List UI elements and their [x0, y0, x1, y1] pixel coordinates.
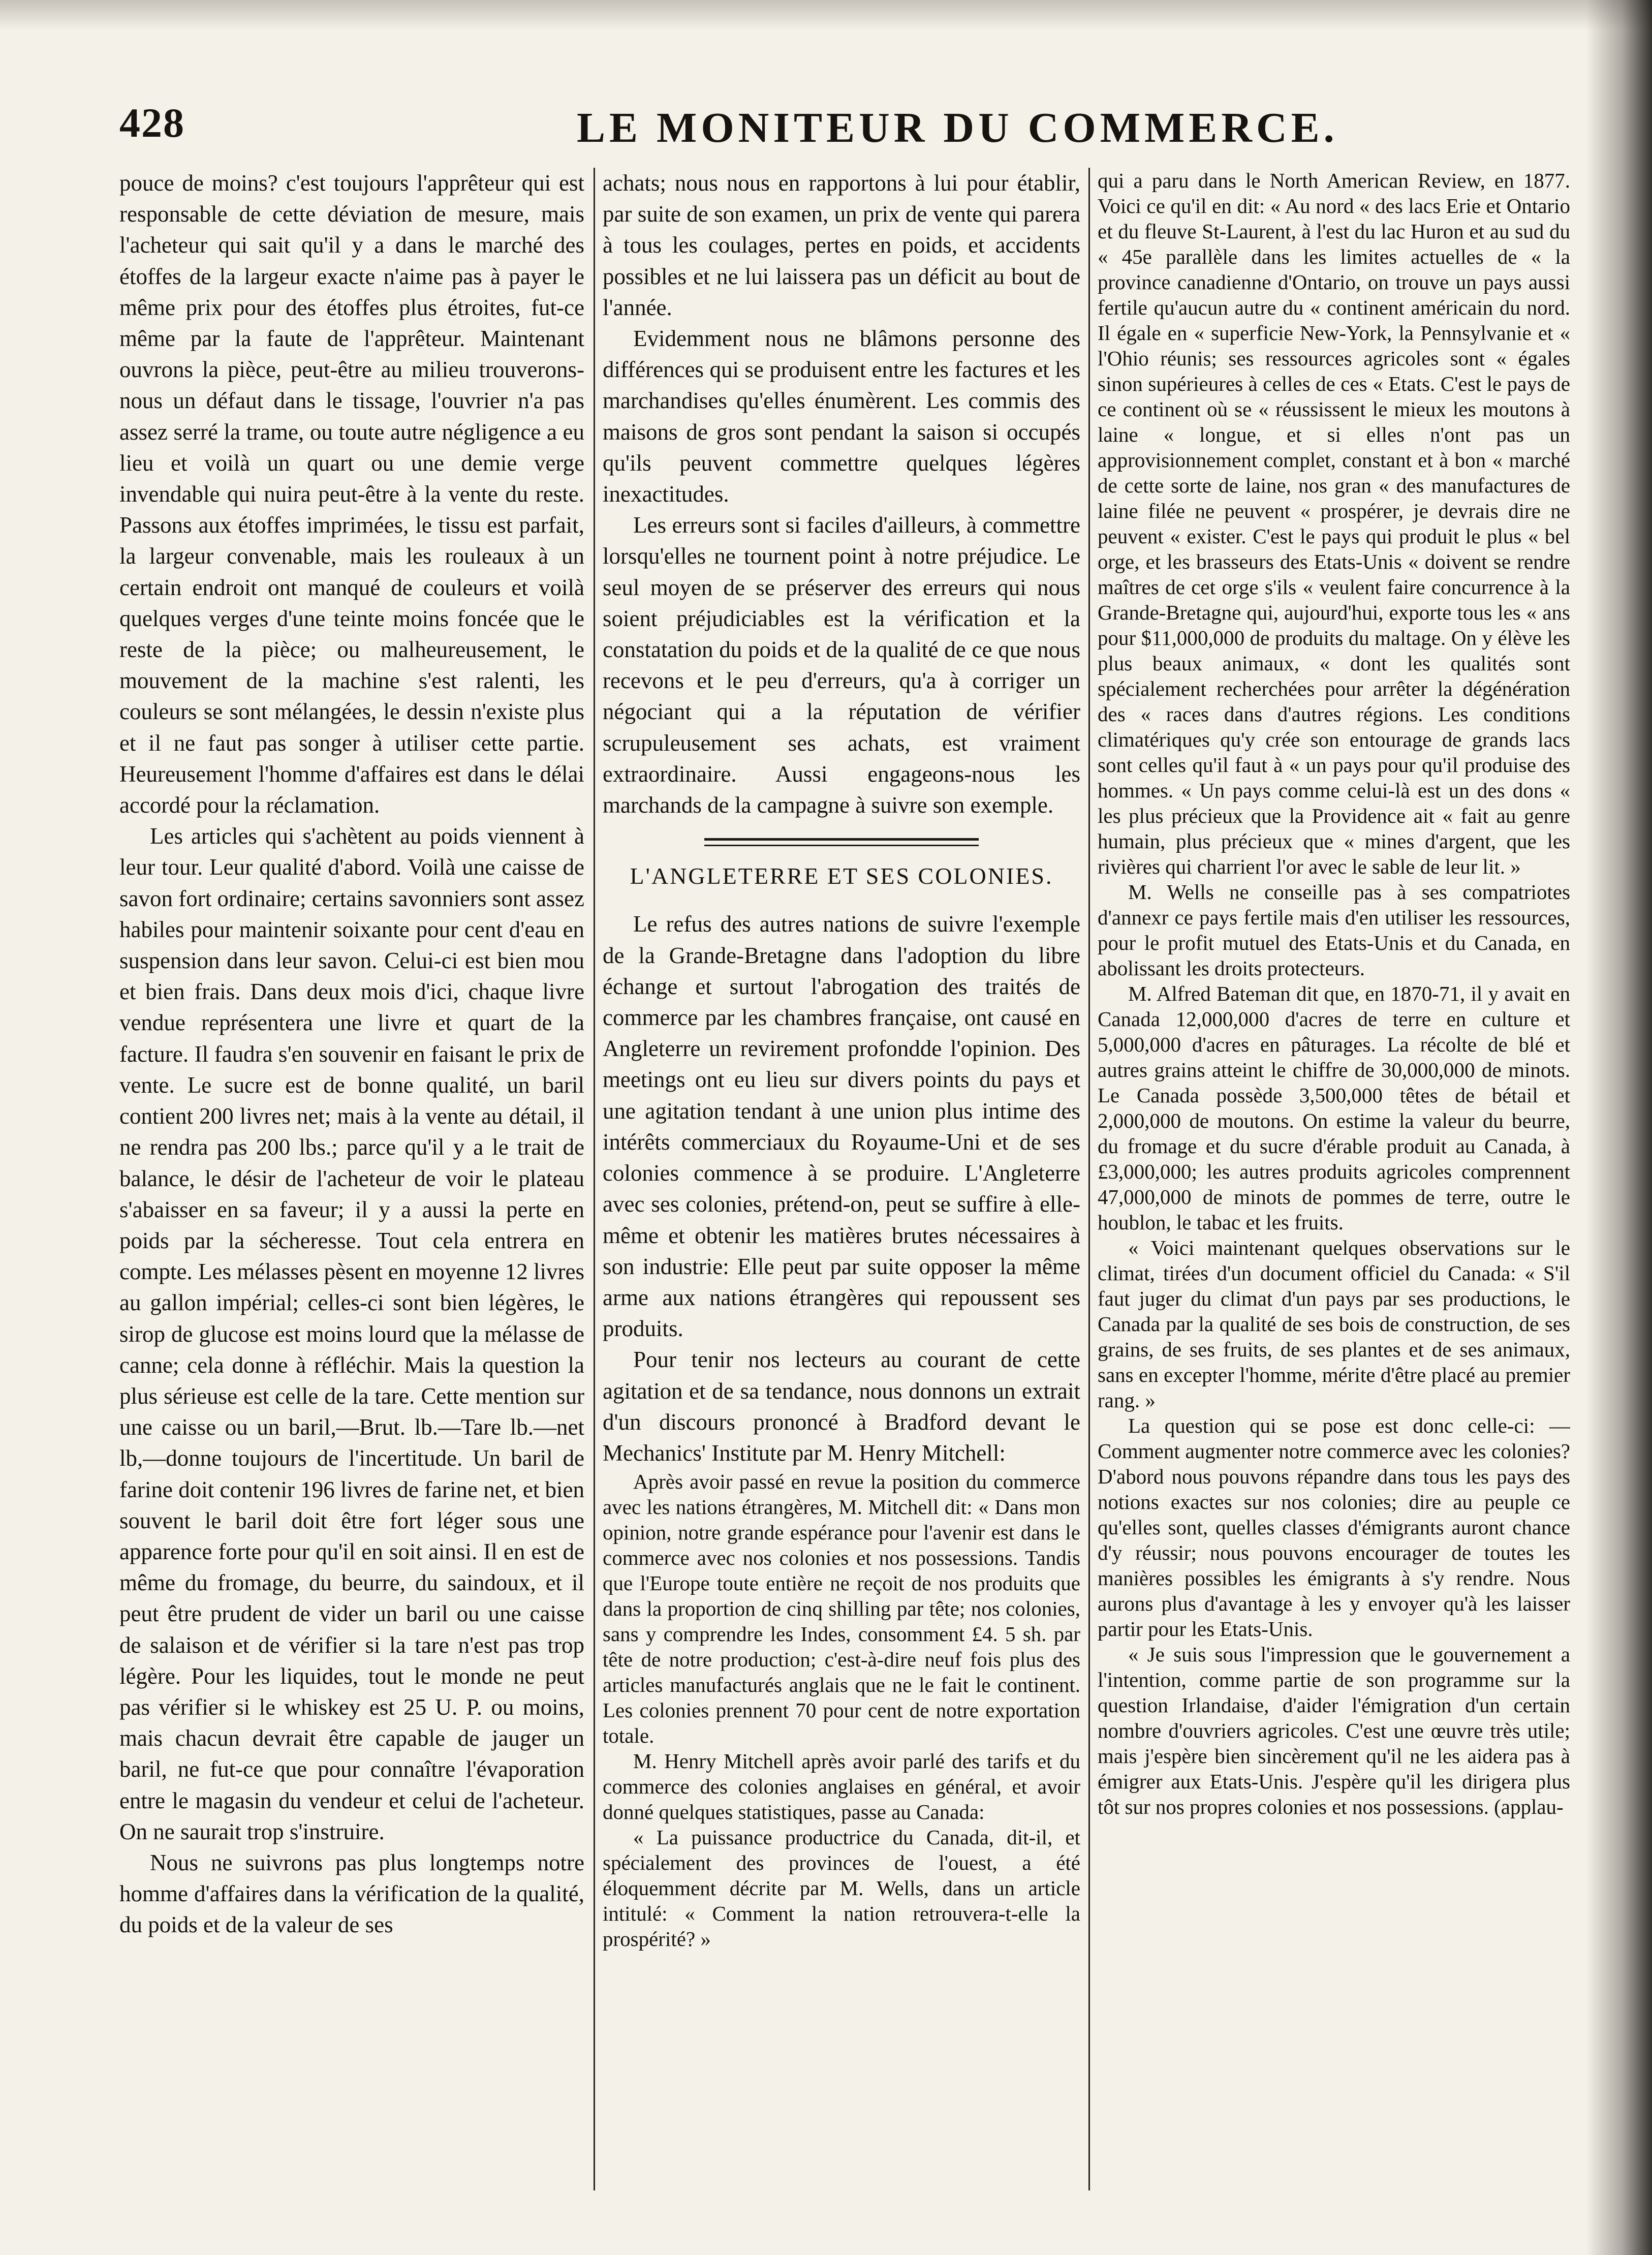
scan-shadow-top — [0, 0, 1652, 30]
paragraph: « Je suis sous l'impression que le gouvernement a l'intention, comme partie de son programme sur la question Irlandaise, d'aider l'émigration d'un certain nombre d'ouvriers agricoles. C'est une œuvre très utile; mais j'espère bien sincèrement qu'il ne les aidera pas à émigrer aux Etats-Unis. J'espère qu'il les dirigera plus tôt sur nos propres colonies et nos possessions. (applau- — [1098, 1643, 1570, 1818]
quoted-paragraph: M. Henry Mitchell après avoir parlé des tarifs et du commerce des colonies anglaises en général, et avoir donné quelques statistiques, passe au Canada: — [603, 1749, 1080, 1824]
paragraph: Pour tenir nos lecteurs au courant de cette agitation et de sa tendance, nous donnons un extrait d'un discours prononcé à Bradford devant le Mechanics' Institute par M. Henry Mitchell: — [603, 1347, 1080, 1466]
section-divider — [704, 838, 979, 846]
paragraph: M. Alfred Bateman dit que, en 1870-71, il y avait en Canada 12,000,000 d'acres de terre en culture et 5,000,000 d'acres en pâturages. La récolte de blé et autres grains atteint le chiffre de 30,000,000 de minots. Le Canada possède 3,500,000 têtes de bétail et 2,000,000 de moutons. On estime la valeur du beurre, du fromage et du sucre d'érable produit au Canada, à £3,000,000; les autres produits agricoles comprennent 47,000,000 de minots de pommes de terre, outre le houblon, le tabac et les fruits. — [1098, 982, 1570, 1234]
quoted-paragraph: « La puissance productrice du Canada, dit-il, et spécialement des provinces de l'ouest, a été éloquemment décrite par M. Wells, dans un article intitulé: « Comment la nation retrouvera-t-elle la prospérité? » — [603, 1826, 1080, 1951]
journal-title: LE MONITEUR DU COMMERCE. — [577, 104, 1338, 151]
page-number: 428 — [119, 100, 185, 146]
paragraph: M. Wells ne conseille pas à ses compatriotes d'annexr ce pays fertile mais d'en utiliser les ressources, pour le profit mutuel des Etats-Unis et du Canada, en abolissant les droits protecteurs. — [1098, 880, 1570, 980]
paragraph: achats; nous nous en rapportons à lui pour établir, par suite de son examen, un prix de vente qui parera à tous les coulages, pertes en poids, et accidents possibles et ne lui laissera pas un déficit au bout de l'année. — [603, 170, 1080, 320]
page-header — [119, 99, 1573, 165]
section-heading: L'ANGLETERRE ET SES COLONIES. — [630, 863, 1053, 889]
paragraph: « Voici maintenant quelques observations sur le climat, tirées d'un document officiel du Canada: « S'il faut juger du climat d'un pays par ses productions, le Canada par la qualité de ses bois de construction, de ses grains, de ses fruits, de ses plantes et de ses animaux, sans en excepter l'homme, mérite d'être placé au premier rang. » — [1098, 1236, 1570, 1412]
paragraph: Evidemment nous ne blâmons personne des différences qui se produisent entre les factures et les marchandises qu'elles énumèrent. Les commis des maisons de gros sont pendant la saison si occupés qu'ils peuvent commettre quelques légères inexactitudes. — [603, 326, 1080, 507]
paragraph: Le refus des autres nations de suivre l'exemple de la Grande-Bretagne dans l'adoption du libre échange et surtout l'abrogation des traités de commerce par les chambres française, ont causé en Angleterre un revirement profondde l'opinion. Des meetings ont eu lieu sur divers points du pays et une agitation tendant à une union plus intime des intérêts commerciaux du Royaume-Uni et de ses colonies commence à se produire. L'Angleterre avec ses colonies, prétend-on, peut se suffire à elle-même et obtenir les matières brutes nécessaires à son industrie: Elle peut par suite opposer la même arme aux nations étrangères qui repoussent ses produits. — [603, 911, 1080, 1342]
paragraph: Les erreurs sont si faciles d'ailleurs, à commettre lorsqu'elles ne tournent point à notre préjudice. Le seul moyen de se préserver des erreurs qui nous soient préjudiciables est la vérification et la constatation du poids et de la qualité de ce que nous recevons et le peu d'erreurs, qu'a à corriger un négociant qui a la réputation de vérifier scrupuleusement ses achats, est vraiment extraordinaire. Aussi engageons-nous les marchands de la campagne à suivre son exemple. — [603, 512, 1080, 818]
quoted-paragraph: qui a paru dans le North American Review, en 1877. Voici ce qu'il en dit: « Au nord « des lacs Erie et Ontario et du fleuve St-Laurent, à l'est du lac Huron et au sud du « 45e parallèle dans les limites actuelles de « la province canadienne d'Ontario, on trouve un pays aussi fertile qu'aucun autre du « continent américain du nord. Il égale en « superficie New-York, la Pennsylvanie et « l'Ohio réunis; ses ressources agricoles sont « égales sinon supérieures à celles de ces « Etats. C'est le pays de ce continent où se « réussissent le mieux les moutons à laine « longue, et si elles n'ont pas un approvisionnement complet, constant et à bon « marché de cette sorte de laine, nos gran « des manufactures de laine filée ne peuvent « prospérer, je devrais dire ne peuvent « exister. C'est le pays qui produit le plus « bel orge, et les brasseurs des Etats-Unis « doivent se rendre maîtres de cet orge s'ils « veulent faire concurrence à la Grande-Bretagne qui, aujourd'hui, exporte tous les « ans pour $11,000,000 de produits du maltage. On y élève les plus beaux animaux, « dont les qualités sont spécialement recherchées pour arrêter la dégénération des « races dans d'autres régions. Les conditions climatériques qu'y crée son entourage de grands lacs sont celles qu'il faut à « un pays pour qu'il produise des hommes. « Un pays comme celui-là est un des dons « les plus précieux que la Providence ait « fait au genre humain, plus précieux que « mines d'argent, que les rivières qui charrient l'or avec le sable de leur lit. » — [1098, 169, 1570, 878]
quoted-paragraph: Après avoir passé en revue la position du commerce avec les nations étrangères, M. Mitchell dit: « Dans mon opinion, notre grande espérance pour l'avenir est dans le commerce avec nos colonies et nos possessions. Tandis que l'Europe toute entière ne reçoit de nos produits que dans la proportion de cinq shilling par tête; nos colonies, sans y comprendre les Indes, consomment £4. 5 sh. par tête de notre production; c'est-à-dire neuf fois plus des articles manufacturés anglais que ne le fait le continent. Les colonies prennent 70 pour cent de notre exportation totale. — [603, 1470, 1080, 1748]
paragraph: pouce de moins? c'est toujours l'apprêteur qui est responsable de cette déviation de mesure, mais l'acheteur qui sait qu'il y a dans le marché des étoffes de la largeur exacte n'aime pas à payer le même prix pour des étoffes plus étroites, fut-ce même par la faute de l'apprêteur. Maintenant ouvrons la pièce, peut-être au milieu trouverons-nous un défaut dans le tissage, l'ouvrier n'a pas assez serré la trame, ou toute autre négligence a eu lieu et voilà un quart ou une demie verge invendable qui nuira peut-être à la vente du reste. Passons aux étoffes imprimées, le tissu est parfait, la largeur convenable, mais les rouleaux à un certain endroit ont manqué de couleurs et voilà quelques verges d'une teinte moins foncée que le reste de la pièce; ou malheureusement, le mouvement de la machine s'est ralenti, les couleurs se sont mélangées, le dessin n'existe plus et il ne faut pas songer à utiliser cette partie. Heureusement l'homme d'affaires est dans le délai accordé pour la réclamation. — [119, 170, 584, 818]
column-middle — [603, 168, 1080, 2190]
paragraph: Nous ne suivrons pas plus longtemps notre homme d'affaires dans la vérification de la qualité, du poids et de la valeur de ses — [119, 1849, 584, 1938]
column-right — [1098, 168, 1570, 2190]
column-left — [119, 168, 584, 2190]
paragraph: La question qui se pose est donc celle-ci: — Comment augmenter notre commerce avec les colonies? D'abord nous pouvons répandre dans tous les pays des notions exactes sur nos colonies; dire au peuple ce qu'elles sont, quelles classes d'émigrants auront chance d'y réussir; nous pouvons encourager de toutes les manières possibles les émigrants à s'y rendre. Nous aurons plus d'avantage à les y envoyer qu'à les laisser partir pour les Etats-Unis. — [1098, 1414, 1570, 1641]
column-rule — [594, 168, 595, 2190]
column-rule — [1088, 168, 1090, 2190]
paragraph: Les articles qui s'achètent au poids viennent à leur tour. Leur qualité d'abord. Voilà une caisse de savon fort ordinaire; certains savonniers sont assez habiles pour maintenir soixante pour cent d'eau en suspension dans leur savon. Celui-ci est bien mou et bien frais. Dans deux mois d'ici, chaque livre vendue représentera une livre et quart de la facture. Il faudra s'en souvenir en faisant le prix de vente. Le sucre est de bonne qualité, un baril contient 200 livres net; mais à la vente au détail, il ne rendra pas 200 lbs.; parce qu'il y a le trait de balance, le désir de l'acheteur de voir le plateau s'abaisser en sa faveur; il y a aussi la perte en poids par la sécheresse. Tout cela entrera en compte. Les mélasses pèsent en moyenne 12 livres au gallon impérial; celles-ci sont bien légères, le sirop de glucose est moins lourd que la mélasse de canne; cela donne à réfléchir. Mais la question la plus sérieuse est celle de la tare. Cette mention sur une caisse ou un baril,—Brut. lb.—Tare lb.—net lb,—donne toujours de l'incertitude. Un baril de farine doit contenir 196 livres de farine net, et bien souvent le baril doit être fort léger sous une apparence forte pour qu'il en soit ainsi. Il en est de même du fromage, du beurre, du saindoux, et il peut être prudent de vider un baril ou une caisse de salaison et de vérifier si la tare n'est pas trop légère. Pour les liquides, tout le monde ne peut pas vérifier si le whiskey est 25 U. P. ou moins, mais chacun devrait être capable de jauger un baril, ne fut-ce que pour connaître l'évaporation entre le magasin du vendeur et celui de l'acheteur. On ne saurait trop s'instruire. — [119, 823, 584, 1844]
scan-shadow-right — [1586, 0, 1652, 2255]
